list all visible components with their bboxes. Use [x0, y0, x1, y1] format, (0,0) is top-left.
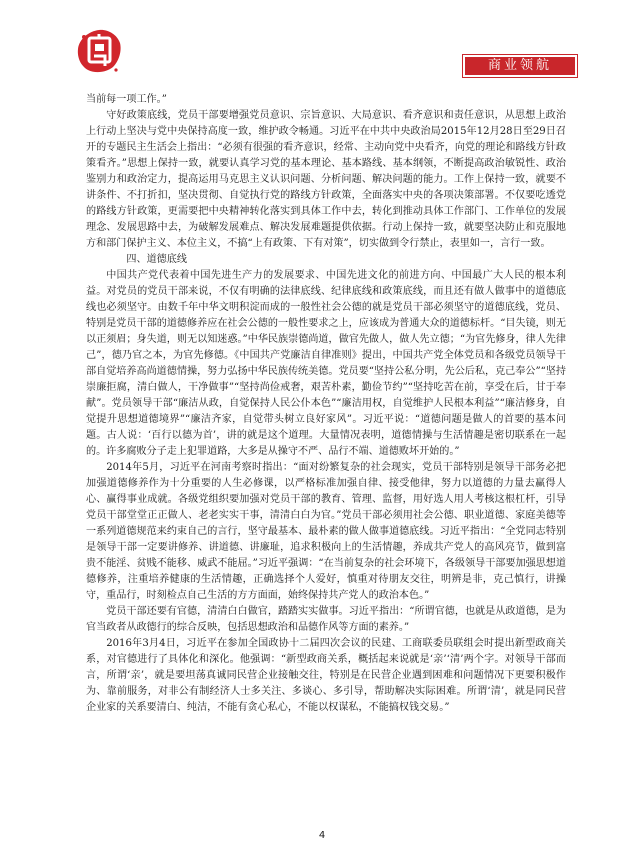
paragraph: 守好政策底线，党员干部要增强党员意识、宗旨意识、大局意识、看齐意识和责任意识，从思想上政治上行动上坚决与党中央保持高度一致，维护政令畅通。习近平在中共中央政治局2015年12月28日至29日召开的专题民主生活会上指出：“必须有很强的看齐意识，经常、主动向党中央看齐，向党的理论和路线方针政策看齐。”思想上保持一致，就要认真学习党的基本理论、基本路线、基本纲领，不断提高政治敏锐性、政治鉴别力和政治定力，提高运用马克思主义认识问题、分析问题、解决问题的能力。工作上保持一致，就要不讲条件、不打折扣，坚决贯彻、自觉执行党的路线方针政策，全面落实中央的各项决策部署。不仅要吃透党的路线方针政策，更需要把中央精神转化落实到具体工作中去，转化到推动具体工作部门、工作单位的发展理念、发展思路中去，为破解发展难点、解决发展难题提供依据。行动上保持一致，就要坚决防止和克服地方和部门保护主义、本位主义，不搞“上有政策、下有对策”，切实做到令行禁止，表里如一，言行一致。 — [86, 110, 566, 249]
page-number: 4 — [318, 830, 326, 841]
section-heading: 四、道德底线 — [126, 254, 187, 265]
article-body — [86, 92, 566, 716]
paragraph: 2016年3月4日，习近平在参加全国政协十二届四次会议的民建、工商联委员联组会时提出新型政商关系，对官德进行了具体化和深化。他强调：“新型政商关系，概括起来说就是‘亲’‘清’两个字。对领导干部而言，所谓‘亲’，就是要坦荡真诚同民营企业接触交往，特别是在民营企业遇到困难和问题情况下更要积极作为、靠前服务，对非公有制经济人士多关注、多谈心、多引导，帮助解决实际困难。所谓‘清’，就是同民营企业家的关系要清白、纯洁，不能有贪心私心，不能以权谋私，不能搞权钱交易。” — [86, 638, 566, 713]
red-seal-logo-icon — [76, 28, 122, 74]
paragraph: 当前每一项工作。” — [86, 94, 167, 105]
brand-tag: 商业领航 — [462, 54, 578, 78]
paragraph: 中国共产党代表着中国先进生产力的发展要求、中国先进文化的前进方向、中国最广大人民的根本利益。对党员的党员干部来说，不仅有明确的法律底线、纪律底线和政策底线，而且还有做人做事中的道德底线也必须坚守。由数千年中华文明积淀而成的一般性社会公德的就是党员干部必须坚守的道德底线，党员、特别是党员干部的道德修养应在社会公德的一般性要求之上，应该成为普通大众的道德标杆。“目失镜，则无以正须眉；身失道，则无以知迷惑。”中华民族崇德尚道，做官先做人，做人先立德；“为官先修身，律人先律己”，德乃官之本，为官先修德。《中国共产党廉洁自律准则》提出，中国共产党全体党员和各级党员领导干部自觉培养高尚道德情操，努力弘扬中华民族传统美德。党员要“坚持公私分明，先公后私，克己奉公”“坚持崇廉拒腐，清白做人，干净做事”“坚持尚俭戒奢，艰苦朴素，勤俭节约”“坚持吃苦在前，享受在后，甘于奉献”。党员领导干部“廉洁从政，自觉保持人民公仆本色”“廉洁用权，自觉维护人民根本利益”“廉洁修身，自觉提升思想道德境界”“廉洁齐家，自觉带头树立良好家风”。习近平说：“道德问题是做人的首要的基本问题。古人说：‘百行以德为首’，讲的就是这个道理。大量情况表明，道德情操与生活情趣是密切联系在一起的。许多腐败分子走上犯罪道路，大多是从操守不严、品行不端、道德败坏开始的。” — [86, 270, 566, 457]
paragraph: 党员干部还要有官德，清清白白做官，踏踏实实做事。习近平指出：“所谓官德，也就是从政道德，是为官当政者从政德行的综合反映，包括思想政治和品德作风等方面的素养。” — [86, 606, 566, 633]
paragraph: 2014年5月，习近平在河南考察时指出：“面对纷繁复杂的社会现实，党员干部特别是领导干部务必把加强道德修养作为十分重要的人生必修课，以严格标准加强自律、接受他律，努力以道德的力量去赢得人心、赢得事业成就。各级党组织要加强对党员干部的教育、管理、监督，用好选人用人考核这根杠杆，引导党员干部堂堂正正做人、老老实实干事，清清白白为官。”党员干部必须用社会公德、职业道德、家庭美德等一系列道德规范来约束自己的言行，坚守最基本、最朴素的做人做事道德底线。习近平指出：“全党同志特别是领导干部一定要讲修养、讲道德、讲廉耻，追求积极向上的生活情趣，养成共产党人的高风亮节，做到富贵不能淫、贫贱不能移、威武不能屈。”习近平强调：“在当前复杂的社会环境下，各级领导干部要加强思想道德修养，注重培养健康的生活情趣，正确选择个人爱好，慎重对待朋友交往，明辨是非，克己慎行，讲操守，重品行，时刻检点自己生活的方方面面，始终保持共产党人的政治本色。” — [86, 462, 566, 601]
